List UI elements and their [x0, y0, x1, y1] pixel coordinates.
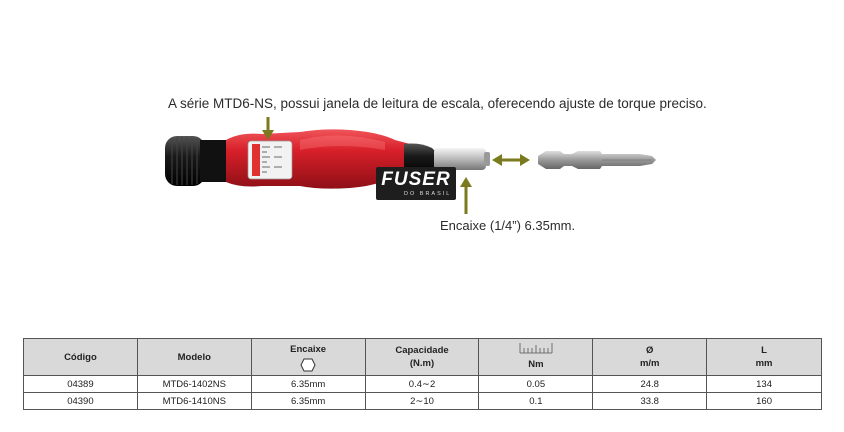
cell-diametro: 33.8: [593, 393, 707, 410]
cell-comprimento: 160: [707, 393, 822, 410]
scale-window: [248, 141, 292, 179]
cell-comprimento: 134: [707, 376, 822, 393]
cell-modelo: MTD6-1410NS: [137, 393, 251, 410]
cell-codigo: 04389: [24, 376, 138, 393]
cell-encaixe: 6.35mm: [251, 393, 365, 410]
header-comprimento: L mm: [707, 339, 822, 376]
hexagon-icon: [300, 358, 316, 372]
table-row: [24, 376, 822, 393]
screwdriver-bit: [538, 151, 656, 169]
spec-table: [23, 338, 822, 410]
cell-encaixe: 6.35mm: [251, 376, 365, 393]
cell-capacidade: 0.4∼2: [365, 376, 479, 393]
ruler-icon: [519, 343, 553, 354]
arrow-up-icon: [460, 177, 472, 214]
header-capacidade: Capacidade (N.m): [365, 339, 479, 376]
logo-name: FUSER: [381, 169, 451, 190]
cell-codigo: 04390: [24, 393, 138, 410]
double-arrow-icon: [492, 154, 530, 166]
cell-diametro: 24.8: [593, 376, 707, 393]
header-nm: Nm: [479, 339, 593, 376]
cell-capacidade: 2∼10: [365, 393, 479, 410]
header-codigo: Código: [24, 339, 138, 376]
header-diametro: Ø m/m: [593, 339, 707, 376]
fuser-logo: [376, 167, 456, 200]
cell-modelo: MTD6-1402NS: [137, 376, 251, 393]
table-header-row: [24, 339, 822, 376]
header-encaixe: [251, 339, 365, 376]
cell-nm: 0.1: [479, 393, 593, 410]
caption-socket: Encaixe (1/4”) 6.35mm.: [440, 218, 576, 233]
caption-description: A série MTD6-NS, possui janela de leitura de escala, oferecendo ajuste de torque preciso.: [168, 96, 707, 111]
cell-nm: 0.05: [479, 376, 593, 393]
end-cap: [165, 136, 228, 186]
table-row: [24, 393, 822, 410]
logo-sub: DO BRASIL: [404, 191, 452, 197]
header-modelo: Modelo: [137, 339, 251, 376]
header-encaixe-label: Encaixe: [290, 343, 327, 355]
